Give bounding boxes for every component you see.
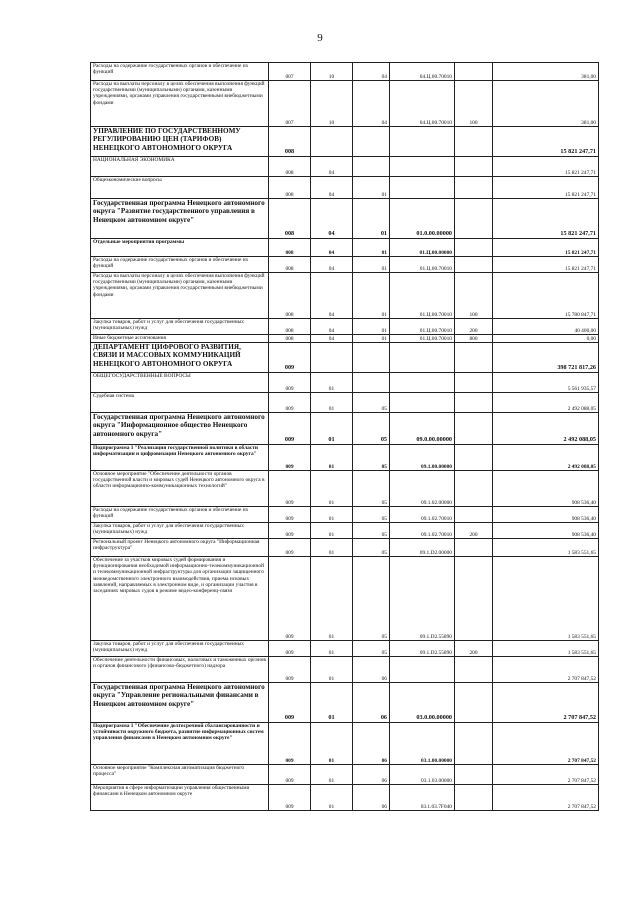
code-subsection (353, 373, 390, 393)
code-expense-type (455, 393, 493, 413)
code-admin: 007 (269, 63, 311, 81)
code-admin: 008 (269, 319, 311, 335)
code-admin: 009 (269, 393, 311, 413)
code-admin: 008 (269, 127, 311, 157)
table-row (91, 657, 599, 683)
table-row (91, 723, 599, 765)
row-name: Закупка товаров, работ и услуг для обеспечения государственных (муниципальных) нужд (91, 319, 269, 335)
code-target: 01.Ц.00.70010 (390, 257, 455, 273)
code-subsection: 01 (353, 273, 390, 319)
code-target: 09.1.00.00000 (390, 445, 455, 471)
code-subsection: 05 (353, 445, 390, 471)
code-section: 01 (311, 373, 353, 393)
code-admin: 007 (269, 81, 311, 127)
code-section: 01 (311, 523, 353, 539)
code-section: 01 (311, 539, 353, 557)
code-admin: 009 (269, 539, 311, 557)
code-subsection: 06 (353, 765, 390, 785)
amount: 1 583 551,65 (493, 557, 599, 641)
code-expense-type: 100 (455, 81, 493, 127)
table-row (91, 765, 599, 785)
amount: 15 821 247,71 (493, 199, 599, 239)
code-target: 09.1.02.70010 (390, 507, 455, 523)
code-target (390, 373, 455, 393)
table-row (91, 239, 599, 257)
code-expense-type (455, 177, 493, 199)
row-name: Расходы на выплаты персоналу в целях обеспечения выполнения функций государственными (муниципальными) органами, казенными учреждениями, органами управления государственными внебюджетными фондами (91, 273, 269, 319)
row-name: Закупка товаров, работ и услуг для обеспечения государственных (муниципальных) нужд (91, 641, 269, 657)
row-name: Мероприятия в сфере информатизации управления общественными финансами в Ненецком автономном округе (91, 785, 269, 811)
code-subsection: 06 (353, 683, 390, 723)
code-expense-type: 100 (455, 273, 493, 319)
code-admin: 008 (269, 177, 311, 199)
code-target: 09.1.02.00000 (390, 471, 455, 507)
code-section: 01 (311, 723, 353, 765)
code-expense-type (455, 239, 493, 257)
row-name: Основное мероприятие "Обеспечение деятельности органов государственной власти и мировых судей Ненецкого автономного округа в области информационно-коммуникационных технологий" (91, 471, 269, 507)
code-admin: 009 (269, 507, 311, 523)
amount: 1 583 551,65 (493, 539, 599, 557)
code-admin: 008 (269, 157, 311, 177)
table-row (91, 539, 599, 557)
code-expense-type (455, 507, 493, 523)
code-target (390, 127, 455, 157)
code-subsection: 06 (353, 785, 390, 811)
code-section: 01 (311, 507, 353, 523)
code-target: 01.Ц.00.70010 (390, 273, 455, 319)
code-expense-type: 200 (455, 319, 493, 335)
amount: 2 492 088,05 (493, 413, 599, 445)
code-expense-type (455, 257, 493, 273)
code-target: 01.Ц.00.70010 (390, 335, 455, 343)
code-target: 03.1.03.00000 (390, 765, 455, 785)
code-target: 03.0.00.00000 (390, 683, 455, 723)
code-admin: 009 (269, 765, 311, 785)
row-name: ОБЩЕГОСУДАРСТВЕННЫЕ ВОПРОСЫ (91, 373, 269, 393)
code-subsection: 01 (353, 177, 390, 199)
code-expense-type (455, 373, 493, 393)
code-subsection: 05 (353, 413, 390, 445)
code-admin: 009 (269, 523, 311, 539)
table-row (91, 81, 599, 127)
code-section: 01 (311, 393, 353, 413)
code-target: 09.0.00.00000 (390, 413, 455, 445)
row-name: Общеэкономические вопросы (91, 177, 269, 199)
amount: 40 400,00 (493, 319, 599, 335)
table-row (91, 63, 599, 81)
code-section: 01 (311, 413, 353, 445)
code-subsection: 01 (353, 319, 390, 335)
code-section (311, 127, 353, 157)
code-admin: 008 (269, 257, 311, 273)
row-name: Расходы на содержание государственных органов и обеспечение их функций (91, 63, 269, 81)
row-name: Судебная система (91, 393, 269, 413)
amount: 15 821 247,71 (493, 239, 599, 257)
amount: 15 821 247,71 (493, 127, 599, 157)
code-section: 01 (311, 445, 353, 471)
code-subsection: 05 (353, 557, 390, 641)
code-target (390, 393, 455, 413)
code-admin: 009 (269, 723, 311, 765)
code-expense-type (455, 683, 493, 723)
table-row (91, 785, 599, 811)
amount: 2 492 088,05 (493, 393, 599, 413)
code-target (390, 157, 455, 177)
code-expense-type: 800 (455, 335, 493, 343)
row-name: Подпрограмма 1 "Реализация государственной политики в области информатизации и цифровизации Ненецкого автономного округа" (91, 445, 269, 471)
amount: 2 707 847,52 (493, 683, 599, 723)
code-subsection: 05 (353, 641, 390, 657)
code-expense-type (455, 471, 493, 507)
code-subsection: 01 (353, 257, 390, 273)
code-admin: 008 (269, 273, 311, 319)
code-subsection: 04 (353, 63, 390, 81)
amount: 5 561 935,57 (493, 373, 599, 393)
code-subsection: 04 (353, 81, 390, 127)
row-name: Расходы на содержание государственных органов и обеспечение их функций (91, 257, 269, 273)
code-expense-type (455, 413, 493, 445)
code-expense-type (455, 657, 493, 683)
code-admin: 009 (269, 641, 311, 657)
code-admin: 009 (269, 373, 311, 393)
budget-table (90, 62, 599, 811)
code-section: 01 (311, 765, 353, 785)
code-target: 04.Ц.00.70010 (390, 63, 455, 81)
table-row (91, 683, 599, 723)
code-target: 01.Ц.00.70010 (390, 319, 455, 335)
amount: 2 707 847,52 (493, 657, 599, 683)
code-target: 09.1.D2.55890 (390, 641, 455, 657)
row-name: Государственная программа Ненецкого автономного округа "Информационное общество Ненецкого автономного округа" (91, 413, 269, 445)
amount: 2 707 847,52 (493, 785, 599, 811)
code-admin: 009 (269, 557, 311, 641)
row-name: ДЕПАРТАМЕНТ ЦИФРОВОГО РАЗВИТИЯ, СВЯЗИ И МАССОВЫХ КОММУНИКАЦИЙ НЕНЕЦКОГО АВТОНОМНОГО ОКРУГА (91, 343, 269, 373)
table-row (91, 445, 599, 471)
code-section: 04 (311, 177, 353, 199)
code-expense-type (455, 63, 493, 81)
code-admin: 009 (269, 413, 311, 445)
table-row (91, 471, 599, 507)
code-expense-type (455, 557, 493, 641)
amount: 381,00 (493, 63, 599, 81)
table-row (91, 507, 599, 523)
code-target (390, 657, 455, 683)
code-section (311, 343, 353, 373)
table-row (91, 641, 599, 657)
code-subsection: 01 (353, 335, 390, 343)
row-name: Государственная программа Ненецкого автономного округа "Развитие государственного управления в Ненецком автономном округе" (91, 199, 269, 239)
code-section: 01 (311, 785, 353, 811)
code-admin: 009 (269, 445, 311, 471)
code-section: 04 (311, 257, 353, 273)
code-section: 04 (311, 199, 353, 239)
code-target: 03.1.03.7F040 (390, 785, 455, 811)
table-row (91, 199, 599, 239)
amount: 2 707 847,52 (493, 723, 599, 765)
code-target: 09.1.02.70010 (390, 523, 455, 539)
code-expense-type (455, 199, 493, 239)
code-section: 04 (311, 157, 353, 177)
code-expense-type (455, 765, 493, 785)
amount: 15 821 247,71 (493, 177, 599, 199)
code-admin: 008 (269, 335, 311, 343)
code-section: 01 (311, 657, 353, 683)
table-row (91, 157, 599, 177)
table-row (91, 343, 599, 373)
amount: 0,00 (493, 335, 599, 343)
code-target: 09.1.D2.00000 (390, 539, 455, 557)
code-admin: 009 (269, 343, 311, 373)
code-section: 01 (311, 641, 353, 657)
amount: 398 721 817,26 (493, 343, 599, 373)
code-target: 01.Ц.00.00000 (390, 239, 455, 257)
row-name: Обеспечение за участков мировых судей формирования и функционирования необходимой информационно-телекоммуникационной и телекоммуникационной инфраструктуры для организации защищенного межведомственного электронного взаимодействия, приема исковых заявлений, направляемых в электронном виде, и организации участия в заседаниях мировых судов в режиме видео-конференц-связи (91, 557, 269, 641)
code-admin: 009 (269, 471, 311, 507)
code-section: 10 (311, 81, 353, 127)
code-subsection: 05 (353, 507, 390, 523)
code-expense-type (455, 343, 493, 373)
table-row (91, 523, 599, 539)
code-subsection: 06 (353, 657, 390, 683)
code-admin: 009 (269, 785, 311, 811)
amount: 1 583 551,65 (493, 641, 599, 657)
row-name: Подпрограмма 1 "Обеспечение долгосрочной сбалансированности и устойчивости окружного бюджета, развитие информационных систем управления финансами в Ненецком автономном округе" (91, 723, 269, 765)
code-expense-type (455, 723, 493, 765)
code-section: 01 (311, 557, 353, 641)
code-subsection (353, 343, 390, 373)
row-name: НАЦИОНАЛЬНАЯ ЭКОНОМИКА (91, 157, 269, 177)
table-row (91, 319, 599, 335)
row-name: УПРАВЛЕНИЕ ПО ГОСУДАРСТВЕННОМУ РЕГУЛИРОВАНИЮ ЦЕН (ТАРИФОВ) НЕНЕЦКОГО АВТОНОМНОГО ОКРУГА (91, 127, 269, 157)
amount: 2 492 088,05 (493, 445, 599, 471)
code-subsection (353, 157, 390, 177)
table-row (91, 127, 599, 157)
row-name: Региональный проект Ненецкого автономного округа "Информационная инфраструктура" (91, 539, 269, 557)
row-name: Обеспечение деятельности финансовых, налоговых и таможенных органов и органов финансового (финансово-бюджетного) надзора (91, 657, 269, 683)
code-target (390, 343, 455, 373)
table-row (91, 257, 599, 273)
row-name: Основное мероприятие "Комплексная автоматизация бюджетного процесса" (91, 765, 269, 785)
code-section: 01 (311, 683, 353, 723)
code-subsection: 05 (353, 471, 390, 507)
code-subsection (353, 127, 390, 157)
amount: 381,00 (493, 81, 599, 127)
code-admin: 009 (269, 657, 311, 683)
amount: 908 536,40 (493, 523, 599, 539)
code-section: 04 (311, 335, 353, 343)
table-row (91, 557, 599, 641)
code-target: 03.1.00.00000 (390, 723, 455, 765)
table-row (91, 273, 599, 319)
code-section: 01 (311, 471, 353, 507)
page-number: 9 (317, 32, 323, 44)
table-row (91, 177, 599, 199)
code-subsection: 06 (353, 723, 390, 765)
table-row (91, 373, 599, 393)
amount: 908 536,40 (493, 507, 599, 523)
code-target (390, 177, 455, 199)
code-admin: 008 (269, 199, 311, 239)
amount: 908 536,40 (493, 471, 599, 507)
amount: 15 821 247,71 (493, 157, 599, 177)
amount: 2 707 847,52 (493, 765, 599, 785)
row-name: Расходы на содержание государственных органов и обеспечение их функций (91, 507, 269, 523)
table-row (91, 335, 599, 343)
code-target: 01.0.00.00000 (390, 199, 455, 239)
code-subsection: 01 (353, 239, 390, 257)
code-expense-type: 200 (455, 523, 493, 539)
row-name: Расходы на выплаты персоналу в целях обеспечения выполнения функций государственными (муниципальными) органами, казенными учреждениями, органами управления государственными внебюджетными фондами (91, 81, 269, 127)
code-admin: 009 (269, 683, 311, 723)
code-expense-type (455, 127, 493, 157)
code-target: 04.Ц.00.70010 (390, 81, 455, 127)
code-section: 04 (311, 319, 353, 335)
row-name: Иные бюджетные ассигнования (91, 335, 269, 343)
code-subsection: 05 (353, 539, 390, 557)
code-section: 04 (311, 273, 353, 319)
code-target: 09.1.D2.55890 (390, 557, 455, 641)
table-row (91, 393, 599, 413)
code-subsection: 05 (353, 393, 390, 413)
row-name: Отдельные мероприятия программы (91, 239, 269, 257)
code-admin: 008 (269, 239, 311, 257)
code-subsection: 05 (353, 523, 390, 539)
amount: 15 821 247,71 (493, 257, 599, 273)
table-row (91, 413, 599, 445)
amount: 15 780 847,71 (493, 273, 599, 319)
code-section: 04 (311, 239, 353, 257)
code-expense-type (455, 445, 493, 471)
code-expense-type (455, 157, 493, 177)
code-expense-type (455, 539, 493, 557)
row-name: Закупка товаров, работ и услуг для обеспечения государственных (муниципальных) нужд (91, 523, 269, 539)
code-subsection: 01 (353, 199, 390, 239)
code-expense-type: 200 (455, 641, 493, 657)
code-expense-type (455, 785, 493, 811)
code-section: 10 (311, 63, 353, 81)
row-name: Государственная программа Ненецкого автономного округа "Управление региональными финансами в Ненецком автономном округе" (91, 683, 269, 723)
